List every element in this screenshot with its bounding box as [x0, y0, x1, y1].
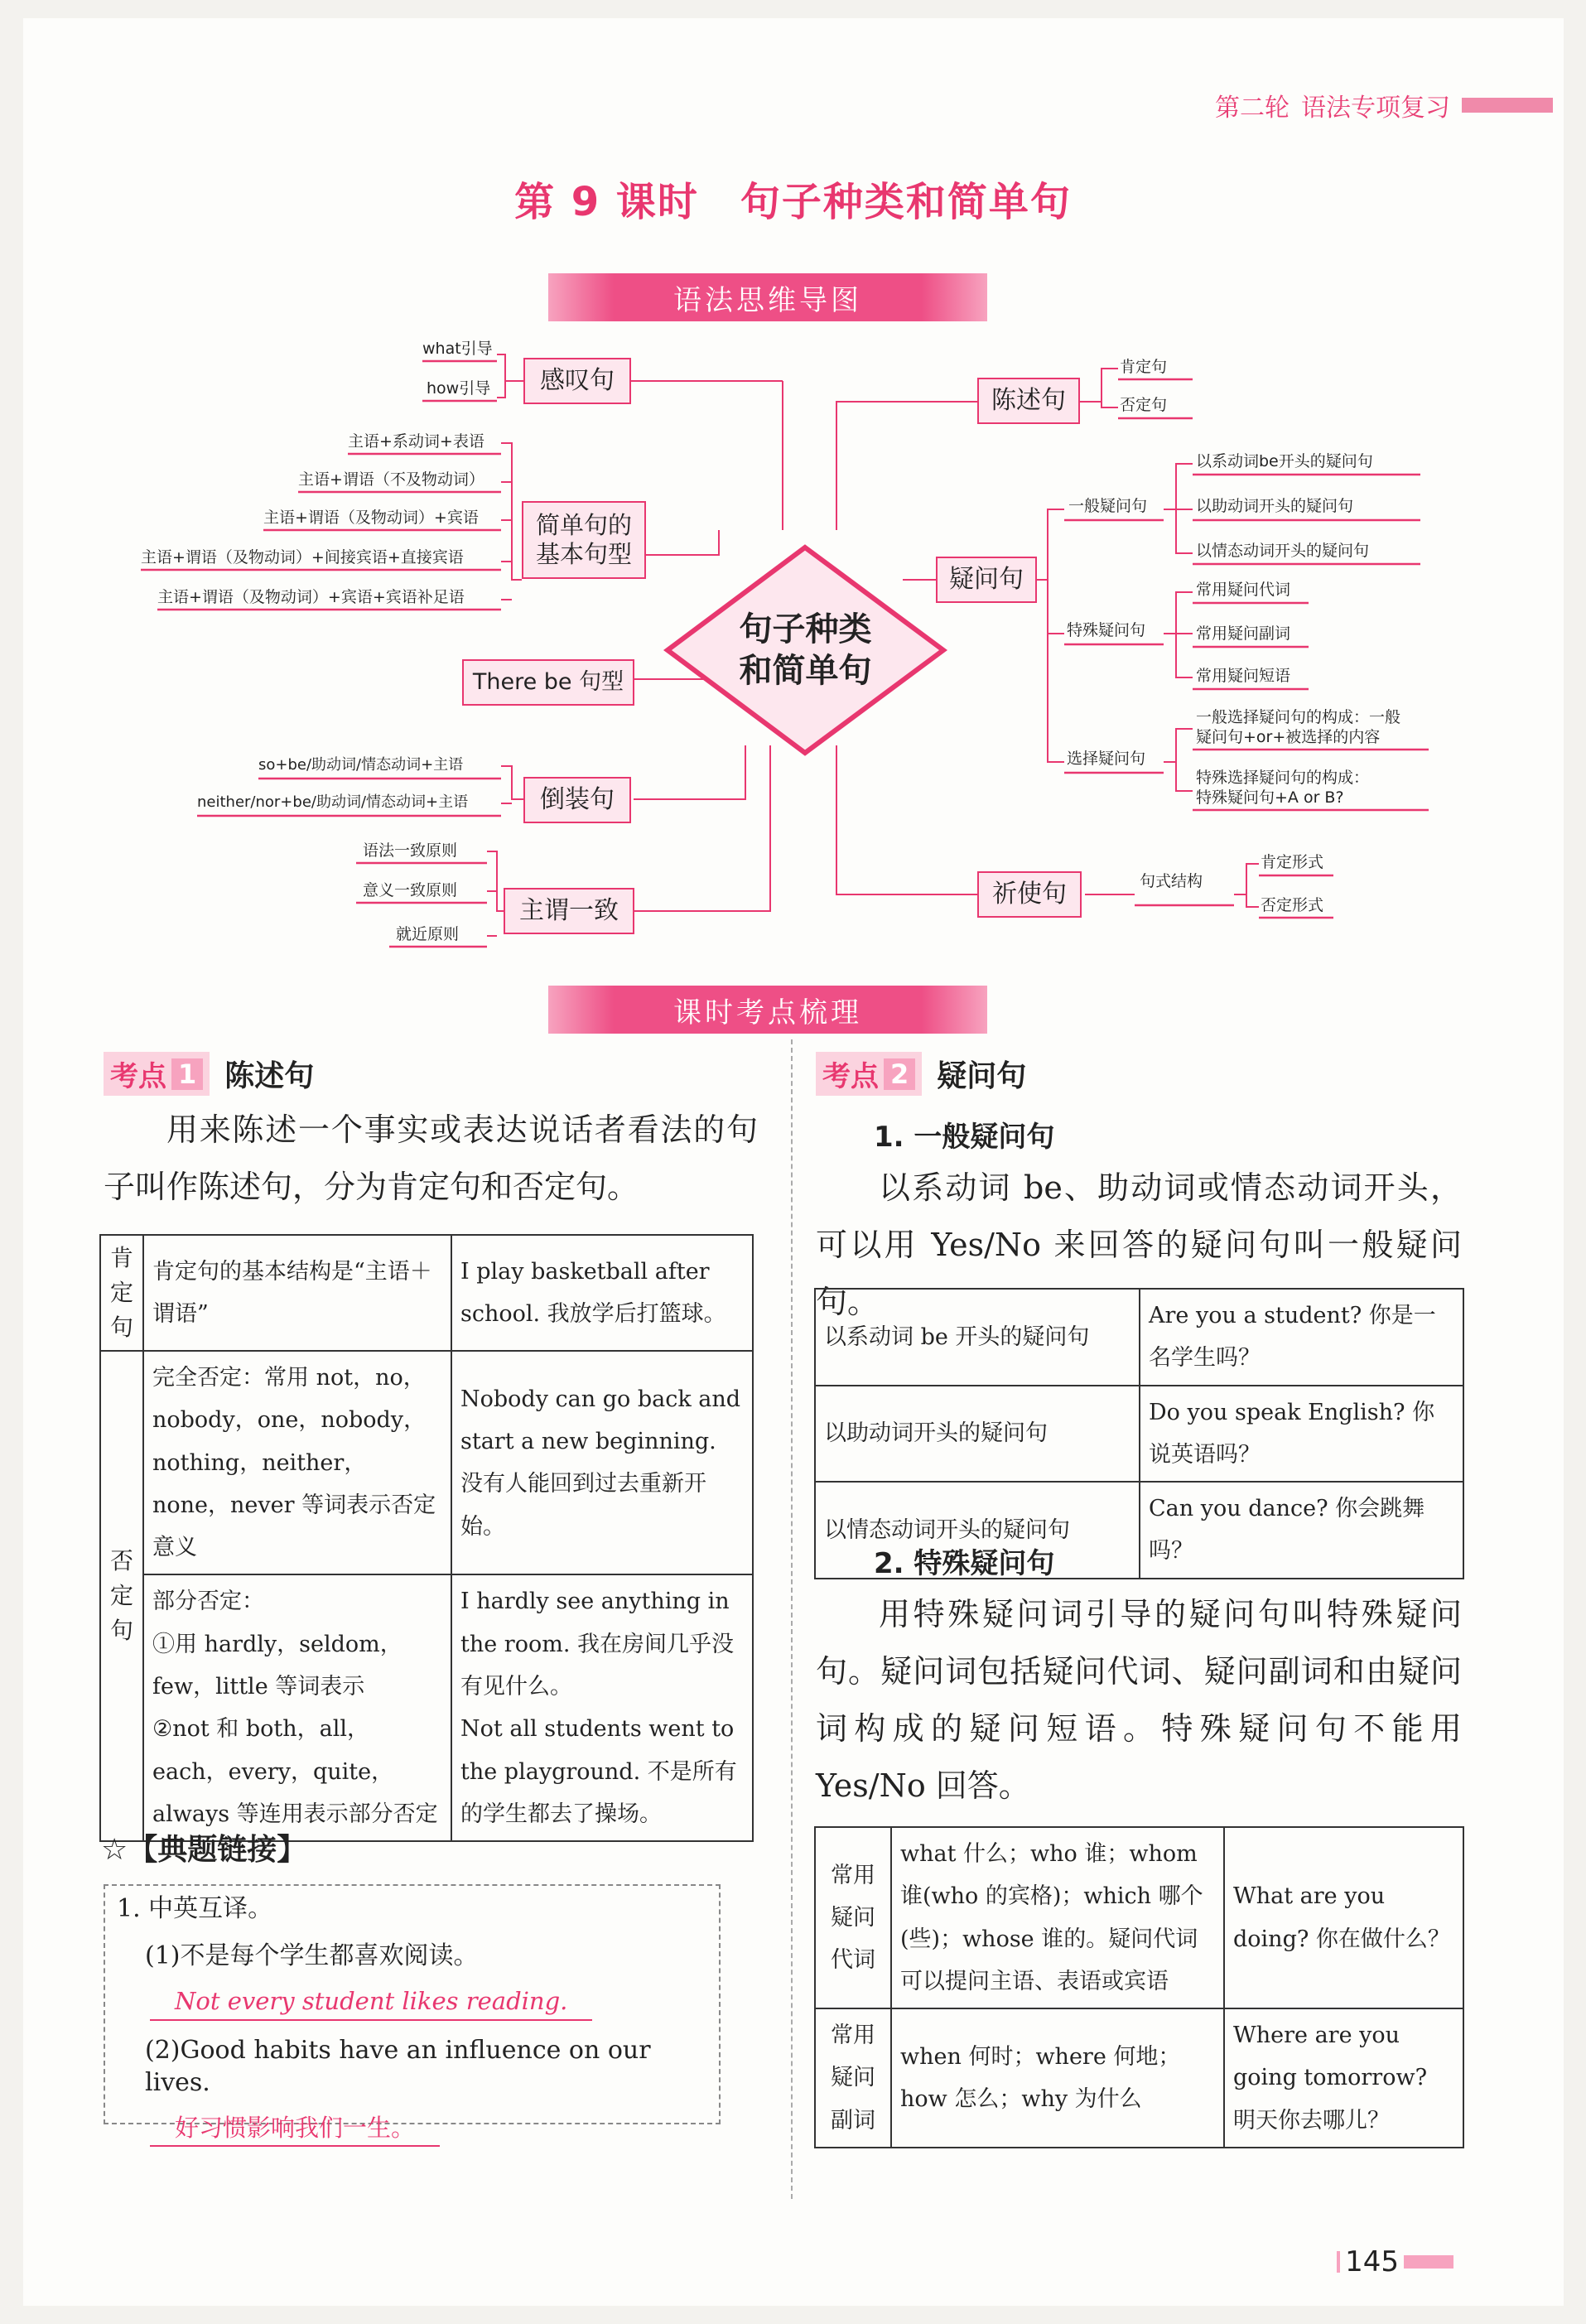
leaf-choice-1 [1196, 708, 1400, 748]
page-title: 第 9 课时 句子种类和简单句 [514, 179, 1072, 225]
gq-type-2: 以助动词开头的疑问句 [815, 1386, 1140, 1483]
round-label: 第二轮 [1215, 94, 1290, 123]
leaf-basic-5: 主语+谓语（及物动词）+宾语+宾语补足语 [157, 588, 465, 606]
point2-sub2: 2. 特殊疑问句 [874, 1547, 1055, 1580]
exercise-box [104, 1884, 721, 2142]
leaf-basic-2: 主语+谓语（不及物动词） [298, 470, 484, 489]
part-neg-example2: Not all students went to the playground. 不是所有的学生都去了操场。 [460, 1716, 737, 1827]
part-neg-examples [451, 1574, 753, 1841]
affirm-head: 肯定句 [100, 1235, 143, 1351]
exercise-q1a: (1)不是每个学生都喜欢阅读。 [145, 1941, 479, 1970]
table-row [100, 1351, 753, 1574]
sq-type-1: 常用疑问代词 [815, 1827, 891, 2008]
table-row [100, 1574, 753, 1841]
exercise-q1: 1. 中英互译。 [117, 1894, 273, 1923]
leaf-inversion-1: so+be/助动词/情态动词+主语 [258, 756, 464, 774]
special-question-table [814, 1826, 1464, 2148]
leaf-inversion-2: neither/nor+be/助动词/情态动词+主语 [197, 793, 469, 811]
leaf-general-2: 以助动词开头的疑问句 [1196, 497, 1354, 515]
point2-title: 疑问句 [937, 1059, 1027, 1093]
node-imperative: 祈使句 [977, 871, 1082, 918]
branch-imperative-structure: 句式结构 [1140, 872, 1203, 890]
leaf-special-1: 常用疑问代词 [1196, 581, 1291, 599]
answer-1: Not every student likes reading. [150, 1986, 592, 2021]
center-line2: 和简单句 [739, 652, 872, 690]
part-neg-example1: I hardly see anything in the room. 我在房间几乎没有见什么。 [460, 1589, 734, 1700]
table-row [815, 2008, 1463, 2148]
point1-title: 陈述句 [224, 1059, 315, 1093]
leaf-imperative-2: 否定形式 [1261, 896, 1324, 914]
point1-head [104, 1052, 314, 1096]
leaf-affirmative: 肯定句 [1120, 358, 1168, 376]
gq-type-1: 以系动词 be 开头的疑问句 [815, 1289, 1140, 1386]
gq-example-1: Are you a student? 你是一名学生吗？ [1140, 1289, 1463, 1386]
point2-intro2: 用特殊疑问词引导的疑问句叫特殊疑问句。疑问词包括疑问代词、疑问副词和由疑问词构成的疑问短语。特殊疑问句不能用 Yes/No 回答。 [816, 1596, 1462, 1805]
branch-general-question: 一般疑问句 [1068, 497, 1148, 515]
part-neg-2: ②not 和 both，all，each，every，quite，always 等连用表示部分否定 [152, 1716, 438, 1827]
leaf-choice-1-line2: 疑问句+or+被选择的内容 [1196, 727, 1381, 746]
branch-choice-question: 选择疑问句 [1067, 750, 1146, 768]
basic-line1: 简单句的 [535, 511, 632, 540]
point2-tag [816, 1052, 922, 1096]
node-basic-patterns [522, 501, 646, 579]
table-row [815, 1386, 1463, 1483]
page-number-bar [1404, 2255, 1453, 2269]
leaf-general-3: 以情态动词开头的疑问句 [1196, 542, 1370, 560]
page-number-tick [1337, 2251, 1340, 2273]
node-there-be: There be 句型 [462, 659, 634, 706]
exercise-q1b: (2)Good habits have an influence on our lives. [145, 2035, 651, 2097]
sq-type-2: 常用疑问副词 [815, 2008, 891, 2148]
link-title: ☆【典题链接】 [101, 1833, 307, 1867]
sq-example-1: What are you doing? 你在做什么？ [1224, 1827, 1463, 2008]
leaf-negative: 否定句 [1120, 396, 1168, 414]
page-number [1337, 2245, 1453, 2278]
part-neg-title: 部分否定： [152, 1589, 264, 1615]
sq-desc-2: when 何时；where 何地；how 怎么；why 为什么 [891, 2008, 1224, 2148]
leaf-basic-1: 主语+系动词+表语 [348, 432, 484, 451]
part-neg-desc [143, 1574, 451, 1841]
node-agreement: 主谓一致 [504, 888, 634, 934]
answer-2: 好习惯影响我们一生。 [150, 2113, 440, 2148]
leaf-imperative-1: 肯定形式 [1261, 853, 1324, 871]
leaf-agreement-3: 就近原则 [396, 925, 460, 943]
leaf-agreement-2: 意义一致原则 [363, 881, 458, 899]
sq-example-2: Where are you going tomorrow? 明天你去哪儿？ [1224, 2008, 1463, 2148]
node-inversion: 倒装句 [523, 777, 631, 823]
point1-intro: 用来陈述一个事实或表达说话者看法的句子叫作陈述句，分为肯定句和否定句。 [104, 1111, 758, 1206]
center-node [663, 542, 948, 758]
leaf-special-2: 常用疑问副词 [1196, 624, 1291, 643]
table-row [815, 1827, 1463, 2008]
table-row [815, 1289, 1463, 1386]
point2-sub1: 1. 一般疑问句 [874, 1121, 1055, 1154]
node-question: 疑问句 [936, 557, 1037, 603]
leaf-special-3: 常用疑问短语 [1196, 667, 1291, 685]
part-neg-1: ①用 hardly，seldom，few，little 等词表示 [152, 1631, 403, 1700]
leaf-choice-2 [1196, 769, 1369, 808]
branch-special-question: 特殊疑问句 [1067, 621, 1146, 639]
leaf-basic-4: 主语+谓语（及物动词）+间接宾语+直接宾语 [141, 548, 464, 567]
mindmap-banner: 语法思维导图 [548, 273, 987, 321]
leaf-choice-2-line1: 特殊选择疑问句的构成： [1196, 769, 1370, 787]
full-neg-desc: 完全否定：常用 not，no，nobody，one，nobody，nothing，neither，none，never 等词表示否定意义 [143, 1351, 451, 1574]
review-banner: 课时考点梳理 [548, 986, 987, 1034]
section-label: 语法专项复习 [1301, 94, 1450, 123]
full-neg-example: Nobody can go back and start a new beginning. 没有人能回到过去重新开始。 [451, 1351, 753, 1574]
point1-num: 1 [171, 1058, 203, 1090]
center-line1: 句子种类 [739, 610, 872, 649]
leaf-choice-1-line1: 一般选择疑问句的构成：一般 [1196, 708, 1401, 726]
gq-example-2: Do you speak English? 你说英语吗？ [1140, 1386, 1463, 1483]
point1-table [99, 1234, 754, 1842]
point2-head [816, 1052, 1026, 1096]
table-row [100, 1235, 753, 1351]
basic-line2: 基本句型 [535, 540, 632, 568]
sq-desc-1: what 什么；who 谁；whom 谁(who 的宾格)；which 哪个(些)；whose 谁的。疑问代词可以提问主语、表语或宾语 [891, 1827, 1224, 2008]
leaf-general-1: 以系动词be开头的疑问句 [1196, 452, 1373, 470]
point1-tag-text: 考点 [110, 1060, 166, 1093]
neg-head: 否定句 [100, 1351, 143, 1841]
leaf-how: how引导 [427, 379, 491, 398]
general-question-table [814, 1288, 1464, 1579]
column-divider [791, 1039, 793, 2199]
leaf-basic-3: 主语+谓语（及物动词）+宾语 [263, 509, 479, 527]
page-number-text: 145 [1345, 2245, 1399, 2278]
point2-tag-text: 考点 [822, 1060, 879, 1093]
leaf-choice-2-line2: 特殊疑问句+A or B? [1196, 788, 1344, 807]
leaf-agreement-1: 语法一致原则 [363, 841, 458, 860]
point2-num: 2 [884, 1058, 915, 1090]
center-label [663, 542, 948, 758]
affirm-example: I play basketball after school. 我放学后打篮球。 [451, 1235, 753, 1351]
gq-type-3: 以情态动词开头的疑问句 [815, 1482, 1140, 1579]
affirm-desc: 肯定句的基本结构是“主语＋谓语” [143, 1235, 451, 1351]
gq-example-3: Can you dance? 你会跳舞吗？ [1140, 1482, 1463, 1579]
node-declarative: 陈述句 [977, 378, 1080, 424]
point2-intro1: 以系动词 be、助动词或情态动词开头，可以用 Yes/No 来回答的疑问句叫一般疑问句。 [816, 1169, 1462, 1321]
node-exclamatory: 感叹句 [523, 358, 631, 404]
leaf-what: what引导 [422, 340, 493, 358]
point1-tag [104, 1052, 210, 1096]
